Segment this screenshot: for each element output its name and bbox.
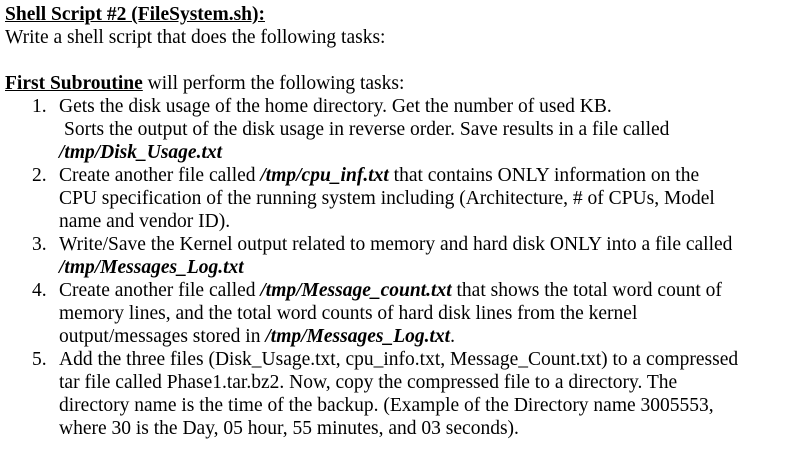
item-text: Create another file called	[59, 165, 261, 186]
item-text: that shows the total word count of	[451, 280, 722, 301]
item-line: Gets the disk usage of the home directory. Get the number of used KB.	[59, 96, 612, 117]
list-item	[5, 233, 790, 279]
file-path: /tmp/Message_count.txt	[260, 280, 452, 301]
file-path: /tmp/cpu_inf.txt	[260, 165, 389, 186]
item-text: that contains ONLY information on the	[388, 165, 700, 186]
item-line: Sorts the output of the disk usage in reverse order. Save results in a file called	[64, 119, 670, 140]
item-line: name and vendor ID).	[59, 211, 231, 232]
list-item	[5, 279, 790, 348]
file-path: /tmp/Messages_Log.txt	[265, 326, 451, 347]
item-line: directory name is the time of the backup. (Example of the Directory name 3005553,	[59, 395, 714, 416]
list-item	[5, 95, 790, 164]
item-number: 4.	[32, 280, 47, 301]
task-list	[5, 95, 790, 440]
item-line	[59, 279, 790, 302]
item-line: memory lines, and the total word counts of hard disk lines from the kernel	[59, 303, 638, 324]
document	[5, 3, 790, 440]
item-line: Write/Save the Kernel output related to memory and hard disk ONLY into a file called	[59, 234, 733, 255]
item-text: .	[450, 326, 455, 347]
document-title: Shell Script #2 (FileSystem.sh):	[5, 4, 265, 25]
item-line: where 30 is the Day, 05 hour, 55 minutes, and 03 seconds).	[59, 418, 519, 439]
file-path: /tmp/Messages_Log.txt	[59, 257, 244, 278]
file-path: /tmp/Disk_Usage.txt	[59, 142, 223, 163]
item-line	[59, 164, 790, 187]
intro-text: Write a shell script that does the following tasks:	[5, 27, 386, 48]
item-number: 5.	[32, 349, 47, 370]
subroutine-heading-rest: will perform the following tasks:	[142, 73, 405, 94]
item-line: CPU specification of the running system including (Architecture, # of CPUs, Model	[59, 188, 715, 209]
item-number: 2.	[32, 165, 47, 186]
item-number: 1.	[32, 96, 47, 117]
list-item	[5, 164, 790, 233]
item-line: Add the three files (Disk_Usage.txt, cpu_info.txt, Message_Count.txt) to a compressed	[59, 349, 739, 370]
item-line: tar file called Phase1.tar.bz2. Now, copy the compressed file to a directory. The	[59, 372, 678, 393]
subroutine-heading: First Subroutine	[5, 73, 143, 94]
item-line	[59, 325, 790, 348]
list-item	[5, 348, 790, 440]
item-number: 3.	[32, 234, 47, 255]
item-text: output/messages stored in	[59, 326, 266, 347]
item-text: Create another file called	[59, 280, 261, 301]
blank-line	[5, 49, 790, 72]
subroutine-heading-line	[5, 72, 790, 95]
